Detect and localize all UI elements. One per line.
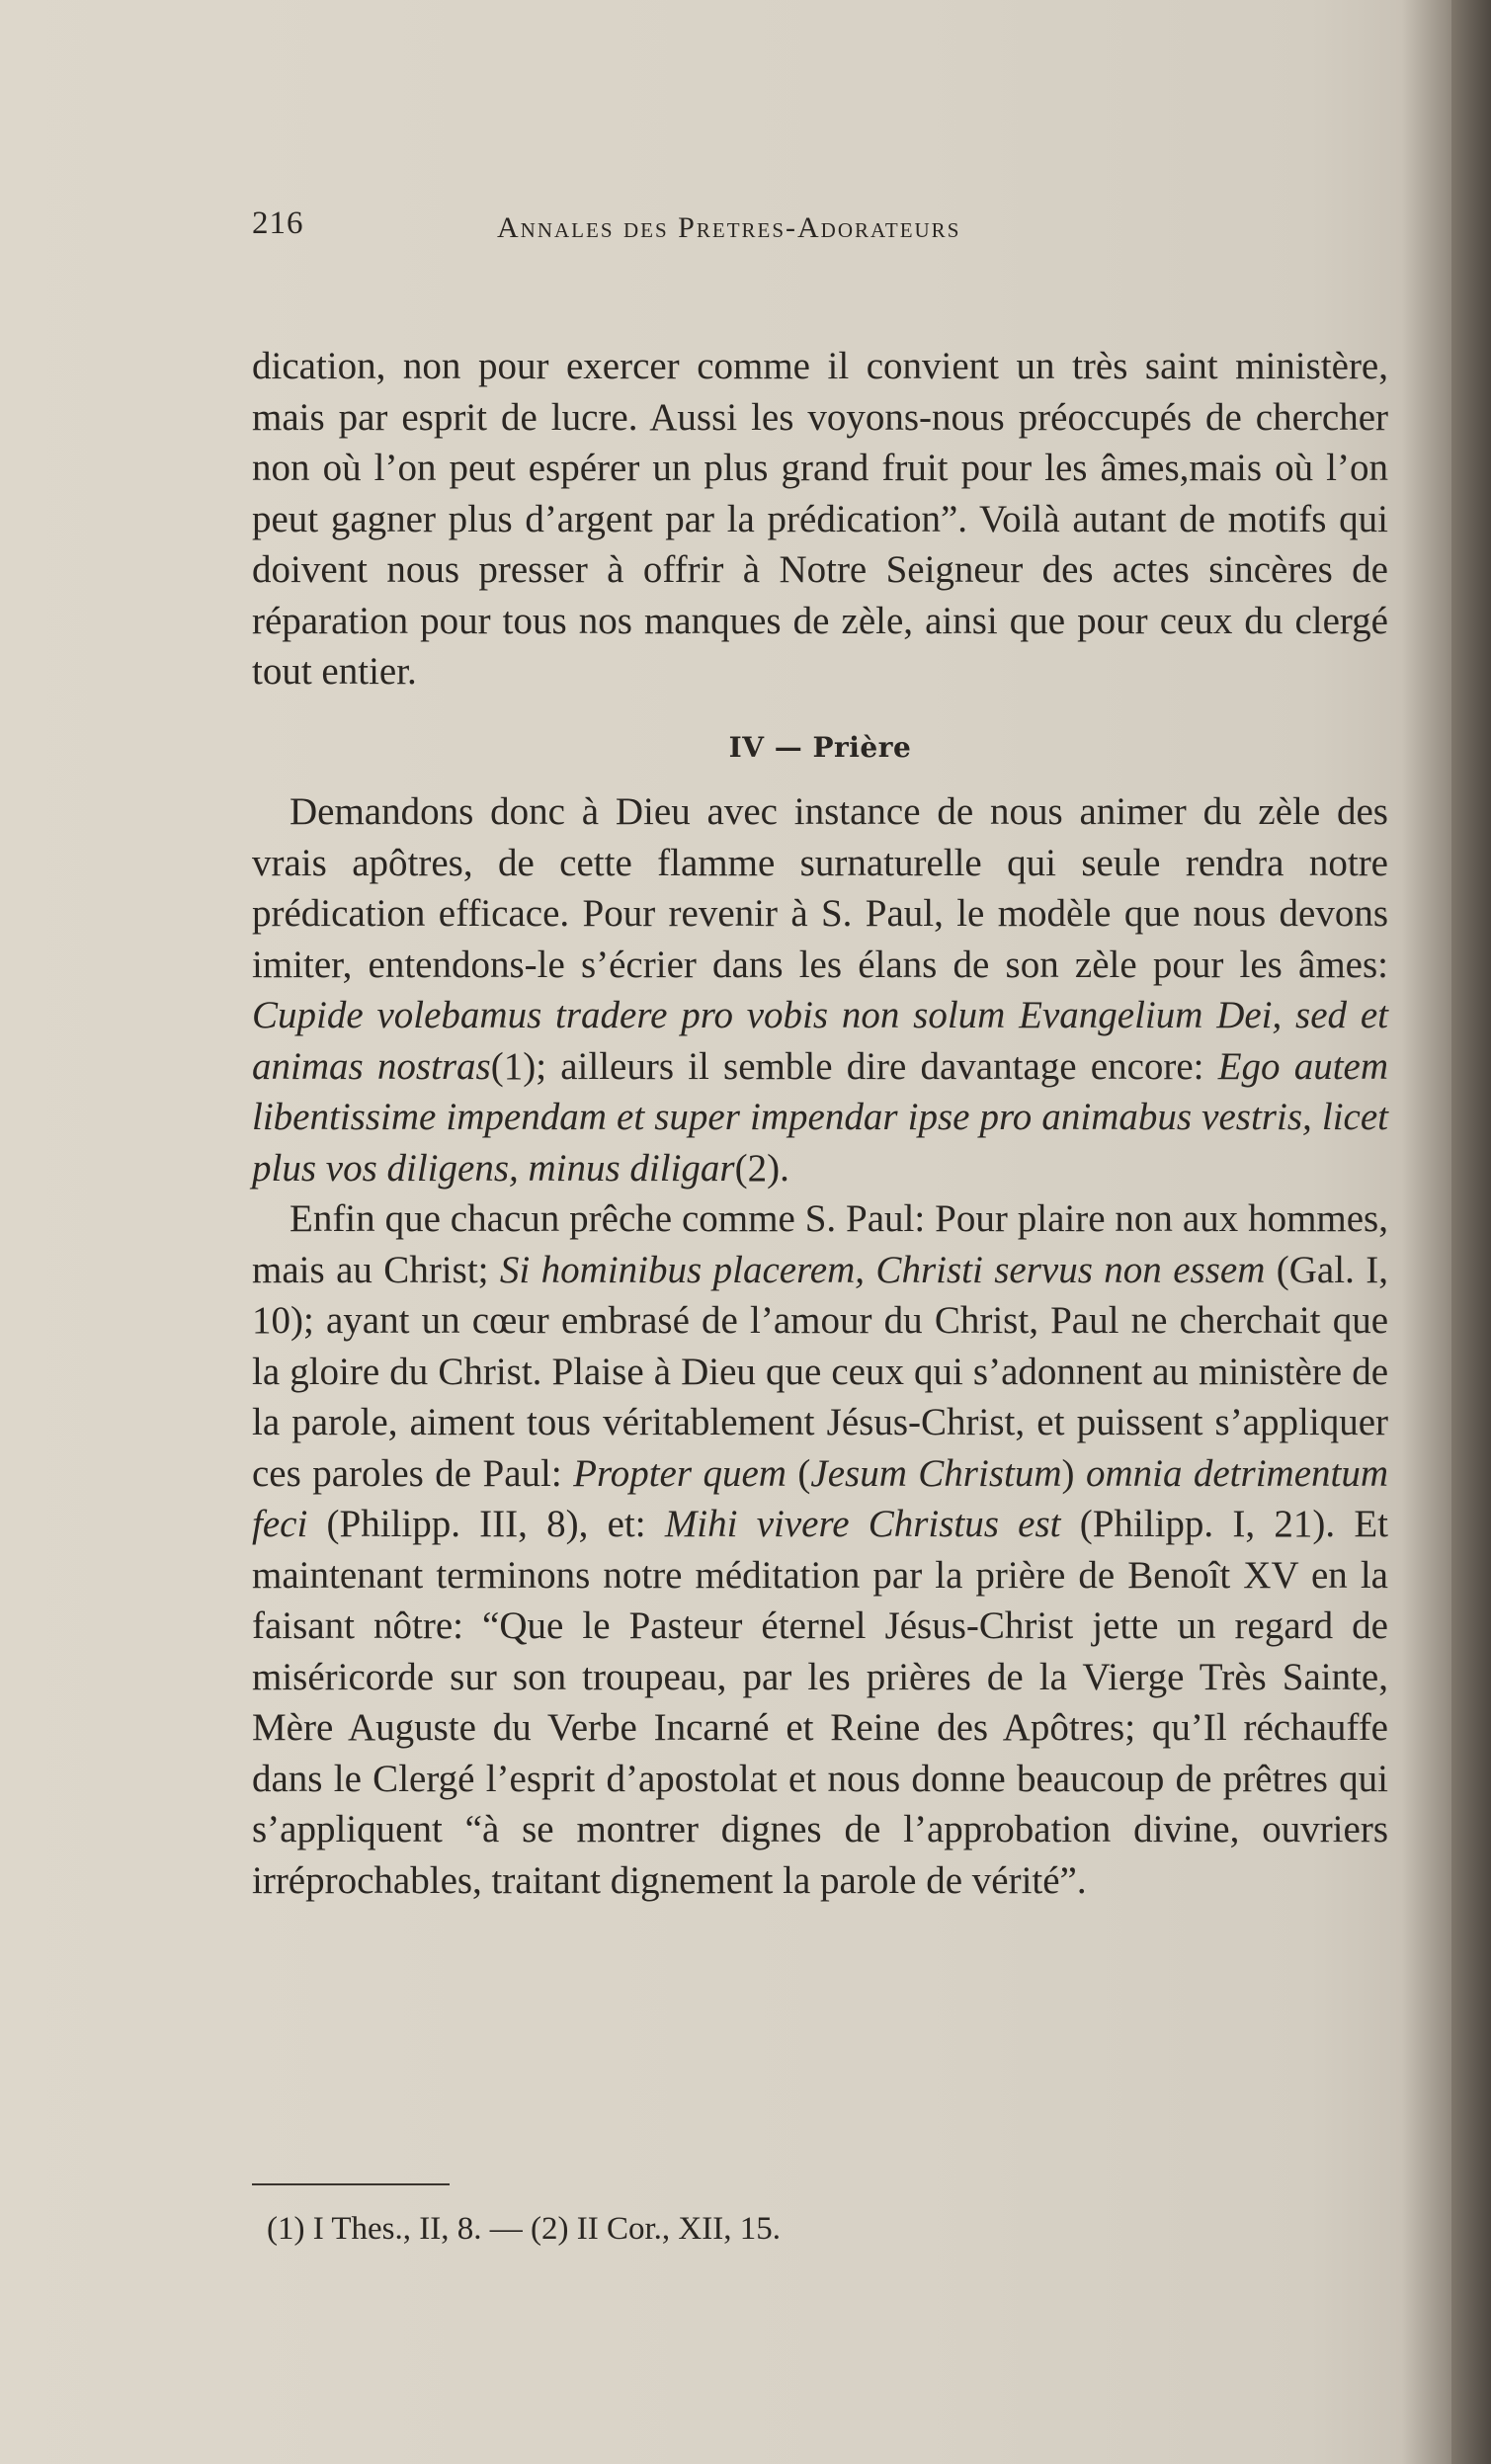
main-text — [252, 341, 1388, 1906]
footnote: (1) I Thes., II, 8. — (2) II Cor., XII, 15. — [267, 2211, 781, 2247]
page-number: 216 — [252, 205, 304, 241]
running-title: Annales des Pretres-Adorateurs — [497, 211, 961, 244]
book-spine-shadow — [1451, 0, 1491, 2464]
paragraph-3: Enfin que chacun prêche comme S. Paul: Pour plaire non aux hommes, mais au Christ; Si hominibus placerem, Christi servus non essem (Gal. I, 10); ayant un cœur embrasé de l’amour du Christ, Paul ne cherchait que la gloire du Christ. Plaise à Dieu que ceux qui s’adonnent au ministère de la parole, aiment tous véritablement Jésus-Christ, et puissent s’appliquer ces paroles de Paul: Propter quem (Jesum Christum) omnia detrimentum feci (Philipp. III, 8), et: Mihi vivere Christus est (Philipp. I, 21). Et maintenant terminons notre méditation par la prière de Benoît XV en la faisant nôtre: “Que le Pasteur éternel Jésus-Christ jette un regard de miséricorde sur son troupeau, par les prières de la Vierge Très Sainte, Mère Auguste du Verbe Incarné et Reine des Apôtres; qu’Il réchauffe dans le Clergé l’esprit d’apostolat et nous donne beaucoup de prêtres qui s’appliquent “à se montrer dignes de l’approbation divine, ouvriers irréprochables, traitant dignement la parole de vérité”. — [252, 1197, 1389, 1902]
paragraph-2: Demandons donc à Dieu avec instance de nous animer du zèle des vrais apôtres, de cette flamme surnaturelle qui seule rendra notre prédication efficace. Pour revenir à S. Paul, le modèle que nous devons imiter, entendons-le s’écrier dans les élans de son zèle pour les âmes: Cupide volebamus tradere pro vobis non solum Evangelium Dei, sed et animas nostras(1); ailleurs il semble dire davantage encore: Ego autem libentissime impendam et super impendar ipse pro animabus vestris, licet plus vos diligens, minus diligar(2). — [252, 790, 1389, 1190]
paragraph-1: dication, non pour exercer comme il convient un très saint ministère, mais par esprit de lucre. Aussi les voyons-nous préoccupés de chercher non où l’on peut espérer un plus grand fruit pour les âmes,mais où l’on peut gagner plus d’argent par la prédication”. Voilà autant de motifs qui doivent nous presser à offrir à Notre Seigneur des actes sincères de réparation pour tous nos manques de zèle, ainsi que pour ceux du clergé tout entier. — [252, 345, 1388, 693]
footnote-rule — [252, 2183, 450, 2185]
section-heading: IV — Prière — [728, 730, 912, 764]
page-header — [252, 198, 1388, 257]
